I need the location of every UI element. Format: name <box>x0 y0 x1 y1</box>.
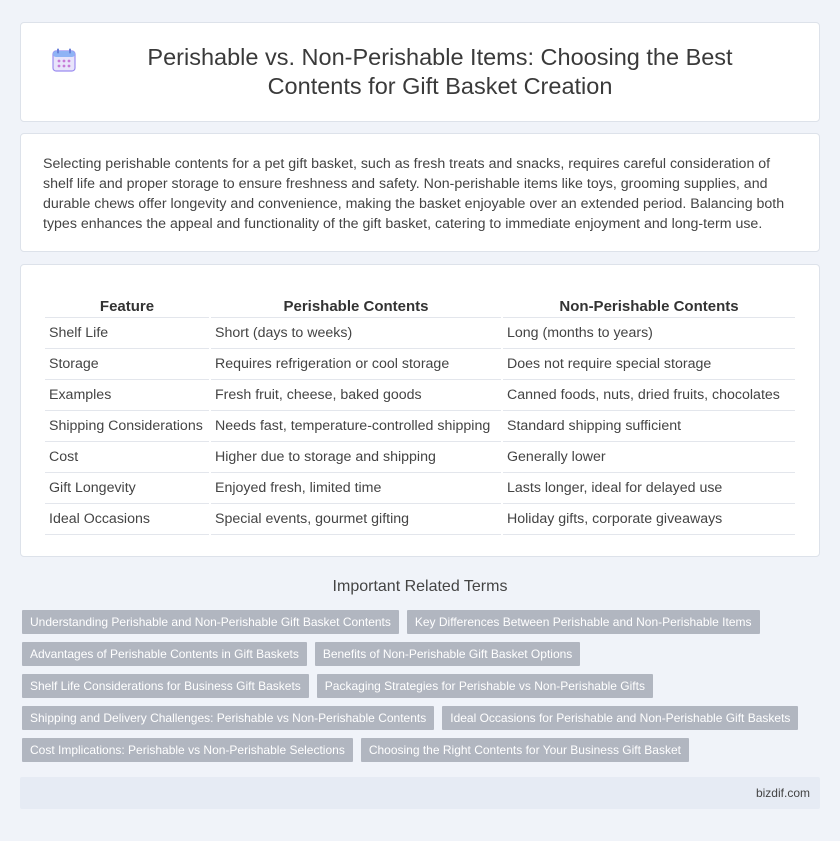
related-term-tag[interactable]: Packaging Strategies for Perishable vs Non-Perishable Gifts <box>317 674 653 698</box>
footer <box>20 777 820 809</box>
table-row <box>45 473 795 504</box>
related-term-tag[interactable]: Shelf Life Considerations for Business Gift Baskets <box>22 674 309 698</box>
related-term-tag[interactable]: Choosing the Right Contents for Your Business Gift Basket <box>361 738 689 762</box>
table-cell: Canned foods, nuts, dried fruits, chocolates <box>503 380 795 411</box>
table-cell: Shelf Life <box>45 318 209 349</box>
column-header-feature: Feature <box>45 295 209 318</box>
related-term-tag[interactable]: Shipping and Delivery Challenges: Perishable vs Non-Perishable Contents <box>22 706 434 730</box>
table-row <box>45 442 795 473</box>
table-cell: Ideal Occasions <box>45 504 209 535</box>
table-cell: Shipping Considerations <box>45 411 209 442</box>
header-card <box>20 22 820 122</box>
related-term-tag[interactable]: Benefits of Non-Perishable Gift Basket Options <box>315 642 580 666</box>
page-title: Perishable vs. Non-Perishable Items: Choosing the Best Contents for Gift Basket Creation <box>147 44 733 99</box>
table-cell: Higher due to storage and shipping <box>211 442 501 473</box>
table-row <box>45 504 795 535</box>
related-term-tag[interactable]: Advantages of Perishable Contents in Gift Baskets <box>22 642 307 666</box>
table-cell: Requires refrigeration or cool storage <box>211 349 501 380</box>
table-cell: Generally lower <box>503 442 795 473</box>
comparison-table-card <box>20 264 820 557</box>
table-header-row <box>45 295 795 318</box>
table-cell: Holiday gifts, corporate giveaways <box>503 504 795 535</box>
table-cell: Long (months to years) <box>503 318 795 349</box>
table-cell: Storage <box>45 349 209 380</box>
table-cell: Short (days to weeks) <box>211 318 501 349</box>
table-row <box>45 318 795 349</box>
related-term-tag[interactable]: Cost Implications: Perishable vs Non-Perishable Selections <box>22 738 353 762</box>
intro-card <box>20 133 820 252</box>
table-row <box>45 380 795 411</box>
table-cell: Standard shipping sufficient <box>503 411 795 442</box>
comparison-table <box>43 295 797 535</box>
related-terms-list <box>22 610 812 762</box>
related-term-tag[interactable]: Ideal Occasions for Perishable and Non-Perishable Gift Baskets <box>442 706 798 730</box>
related-term-tag[interactable]: Key Differences Between Perishable and Non-Perishable Items <box>407 610 760 634</box>
column-header-non-perishable: Non-Perishable Contents <box>503 295 795 318</box>
table-cell: Enjoyed fresh, limited time <box>211 473 501 504</box>
table-cell: Cost <box>45 442 209 473</box>
table-row <box>45 411 795 442</box>
table-cell: Needs fast, temperature-controlled shipping <box>211 411 501 442</box>
related-terms-title: Important Related Terms <box>332 578 508 595</box>
intro-text: Selecting perishable contents for a pet gift basket, such as fresh treats and snacks, requires careful consideration of shelf life and proper storage to ensure freshness and safety. Non-perishable items like toys, grooming supplies, and durable chews offer longevity and convenience, making the basket enjoyable over an extended period. Balancing both types enhances the appeal and functionality of the gift basket, catering to immediate enjoyment and long-term use. <box>43 156 785 232</box>
table-cell: Gift Longevity <box>45 473 209 504</box>
column-header-perishable: Perishable Contents <box>211 295 501 318</box>
table-cell: Special events, gourmet gifting <box>211 504 501 535</box>
table-cell: Examples <box>45 380 209 411</box>
table-row <box>45 349 795 380</box>
related-term-tag[interactable]: Understanding Perishable and Non-Perishable Gift Basket Contents <box>22 610 399 634</box>
footer-site-link[interactable]: bizdif.com <box>755 786 810 800</box>
table-cell: Fresh fruit, cheese, baked goods <box>211 380 501 411</box>
table-cell: Lasts longer, ideal for delayed use <box>503 473 795 504</box>
table-cell: Does not require special storage <box>503 349 795 380</box>
